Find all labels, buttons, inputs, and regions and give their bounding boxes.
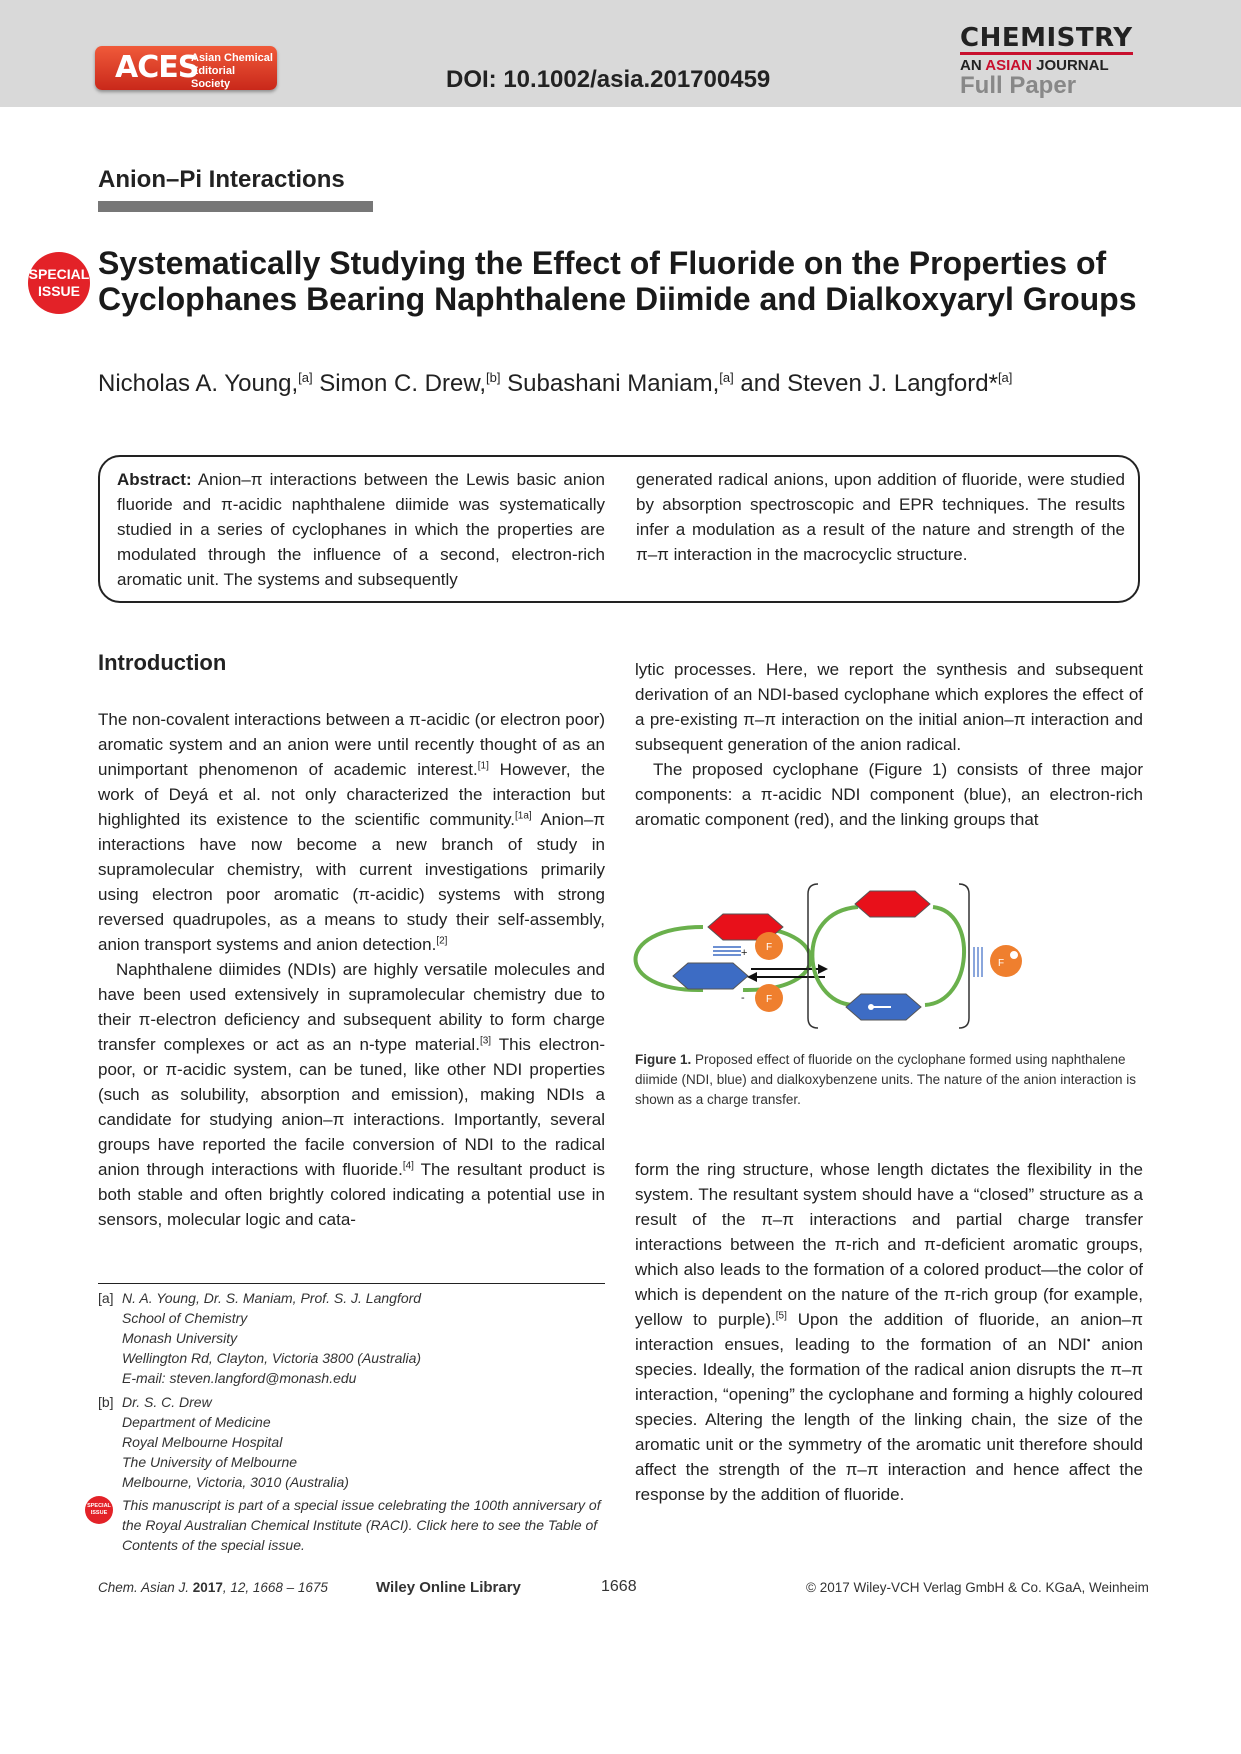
paragraph: form the ring structure, whose length dictates the flexibility in the system. The resultant system should have a “closed” structure as a result of the π–π interactions and partial charge transfer interactions between the π-rich and π-deficient aromatic groups, which also leads to the formation of a colored product—the color of which is dependent on the nature of the π-rich group (for example, yellow to purple).[5] Upon the addition of fluoride, an anion–π interaction ensues, leading to the formation of an NDI• anion species. Ideally, the formation of the radical anion disrupts the π–π interaction, “opening” the cyclophane and forming a highly coloured species. Altering the length of the linking chain, the size of the aromatic unit or the symmetry of the aromatic unit therefore should affect the strength of the π–π interaction and hence affect the response by the addition of fluoride. xyxy=(635,1160,1143,1504)
journal-logo xyxy=(960,24,1140,100)
linker-chain-open-right xyxy=(925,907,964,1005)
paragraph: The proposed cyclophane (Figure 1) consists of three major components: a π-acidic NDI component (blue), an electron-rich aromatic component (red), and the linking groups that xyxy=(635,760,1143,829)
abstract-right: generated radical anions, upon addition of fluoride, were studied by absorption spectroscopic and EPR techniques. The results infer a modulation as a result of the nature and strength of the π–π interaction in the macrocyclic structure. xyxy=(636,470,1125,564)
footnote-divider xyxy=(98,1283,605,1284)
paragraph: The non-covalent interactions between a π-acidic (or electron poor) aromatic system and an anion were until recently thought of as an unimportant phenomenon of academic interest.[1] However, the work of Deyá et al. not only characterized the interaction but highlighted its existence to the scientific community.[1a] Anion–π interactions have now become a new branch of study in supramolecular chemistry, with current investigations primarily using electron poor aromatic (π-acidic) systems with strong reversed quadrupoles, as a means to study their self-assembly, anion transport systems and anion detection.[2] xyxy=(98,710,605,954)
plus-sign: + xyxy=(741,947,748,959)
affiliation-a: [a] N. A. Young, Dr. S. Maniam, Prof. S. J. Langford School of Chemistry Monash University Wellington Rd, Clayton, Victoria 3800 (Australia) E-mail: steven.langford@monash.edu xyxy=(98,1288,608,1388)
aces-logo[interactable] xyxy=(95,46,277,90)
aces-logo-subtitle: Asian Chemical Editorial Society xyxy=(191,52,273,90)
right-column-bottom-text xyxy=(635,1157,1143,1507)
svg-text:F: F xyxy=(766,942,773,953)
electron-rich-unit-open xyxy=(855,891,930,917)
introduction-heading: Introduction xyxy=(98,650,227,675)
page-header xyxy=(0,0,1241,107)
abstract-left: Abstract: Anion–π interactions between the Lewis basic anion fluoride and π-acidic naphthalene diimide was systematically studied in a series of cyclophanes in which the properties are modulated through the influence of a second, electron-rich aromatic unit. The systems and subsequently xyxy=(117,470,605,589)
left-column-text xyxy=(98,707,605,1232)
affiliation-b: [b] Dr. S. C. Drew Department of Medicine Royal Melbourne Hospital The University of Melbourne Melbourne, Victoria, 3010 (Australia) xyxy=(98,1394,349,1490)
journal-subname: AN ASIAN JOURNAL xyxy=(960,57,1109,74)
minus-sign: - xyxy=(741,992,745,1004)
corresponding-email[interactable]: E-mail: steven.langford@monash.edu xyxy=(122,1370,357,1386)
special-issue-note[interactable]: This manuscript is part of a special issue celebrating the 100th anniversary of the Royal Australian Chemical Institute (RACI). Click here to see the Table of Contents of the special issue. xyxy=(122,1497,601,1553)
section-kicker: Anion–Pi Interactions xyxy=(98,166,345,193)
right-column-top-text xyxy=(635,657,1143,832)
article-title: Systematically Studying the Effect of Fluoride on the Properties of Cyclophanes Bearing Naphthalene Diimide and Dialkoxyaryl Groups xyxy=(98,245,1137,317)
paper-type: Full Paper xyxy=(960,72,1077,99)
svg-text:F: F xyxy=(766,994,773,1005)
fluoride-radical xyxy=(990,945,1022,977)
wiley-library-link[interactable]: Wiley Online Library xyxy=(376,1579,521,1596)
journal-name: CHEMISTRY xyxy=(960,23,1133,53)
svg-text:F: F xyxy=(998,958,1005,969)
paragraph: lytic processes. Here, we report the synthesis and subsequent derivation of an NDI-based cyclophane which explores the effect of a pre-existing π–π interaction on the initial anion–π interaction and subsequent generation of the anion radical. xyxy=(635,660,1143,754)
aces-logo-text: ACES xyxy=(115,50,199,85)
page-number: 1668 xyxy=(601,1578,637,1595)
special-issue-badge[interactable]: SPECIAL ISSUE xyxy=(28,252,90,314)
kicker-divider xyxy=(98,201,373,212)
abstract-box xyxy=(98,455,1140,603)
doi[interactable]: DOI: 10.1002/asia.201700459 xyxy=(446,66,771,93)
citation: Chem. Asian J. 2017, 12, 1668 – 1675 xyxy=(98,1580,328,1595)
special-issue-badge-small[interactable]: SPECIAL ISSUE xyxy=(85,1496,113,1524)
copyright: © 2017 Wiley-VCH Verlag GmbH & Co. KGaA, Weinheim xyxy=(806,1580,1149,1595)
figure-1-diagram xyxy=(633,872,1143,1040)
linker-chain-open-left xyxy=(812,907,858,1005)
ndi-unit xyxy=(673,963,748,989)
paragraph: Naphthalene diimides (NDIs) are highly versatile molecules and have been used extensively in supramolecular chemistry due to their π-electron deficiency and subsequent ability to form charge transfer complexes or act as an n-type material.[3] This electron-poor, or π-acidic system, can be tuned, like other NDI properties (such as solubility, absorption and emission), making NDIs a candidate for studying anion–π interactions. Importantly, several groups have reported the facile conversion of NDI to the radical anion through interactions with fluoride.[4] The resultant product is both stable and often brightly colored indicating a potential use in sensors, molecular logic and cata- xyxy=(98,960,606,1229)
author-list: Nicholas A. Young,[a] Simon C. Drew,[b] Subashani Maniam,[a] and Steven J. Langford*[a] xyxy=(98,370,1013,397)
figure-1-caption: Figure 1. Proposed effect of fluoride on the cyclophane formed using naphthalene diimide (NDI, blue) and dialkoxybenzene units. The nature of the anion interaction is shown as a charge transfer. xyxy=(635,1052,1137,1107)
